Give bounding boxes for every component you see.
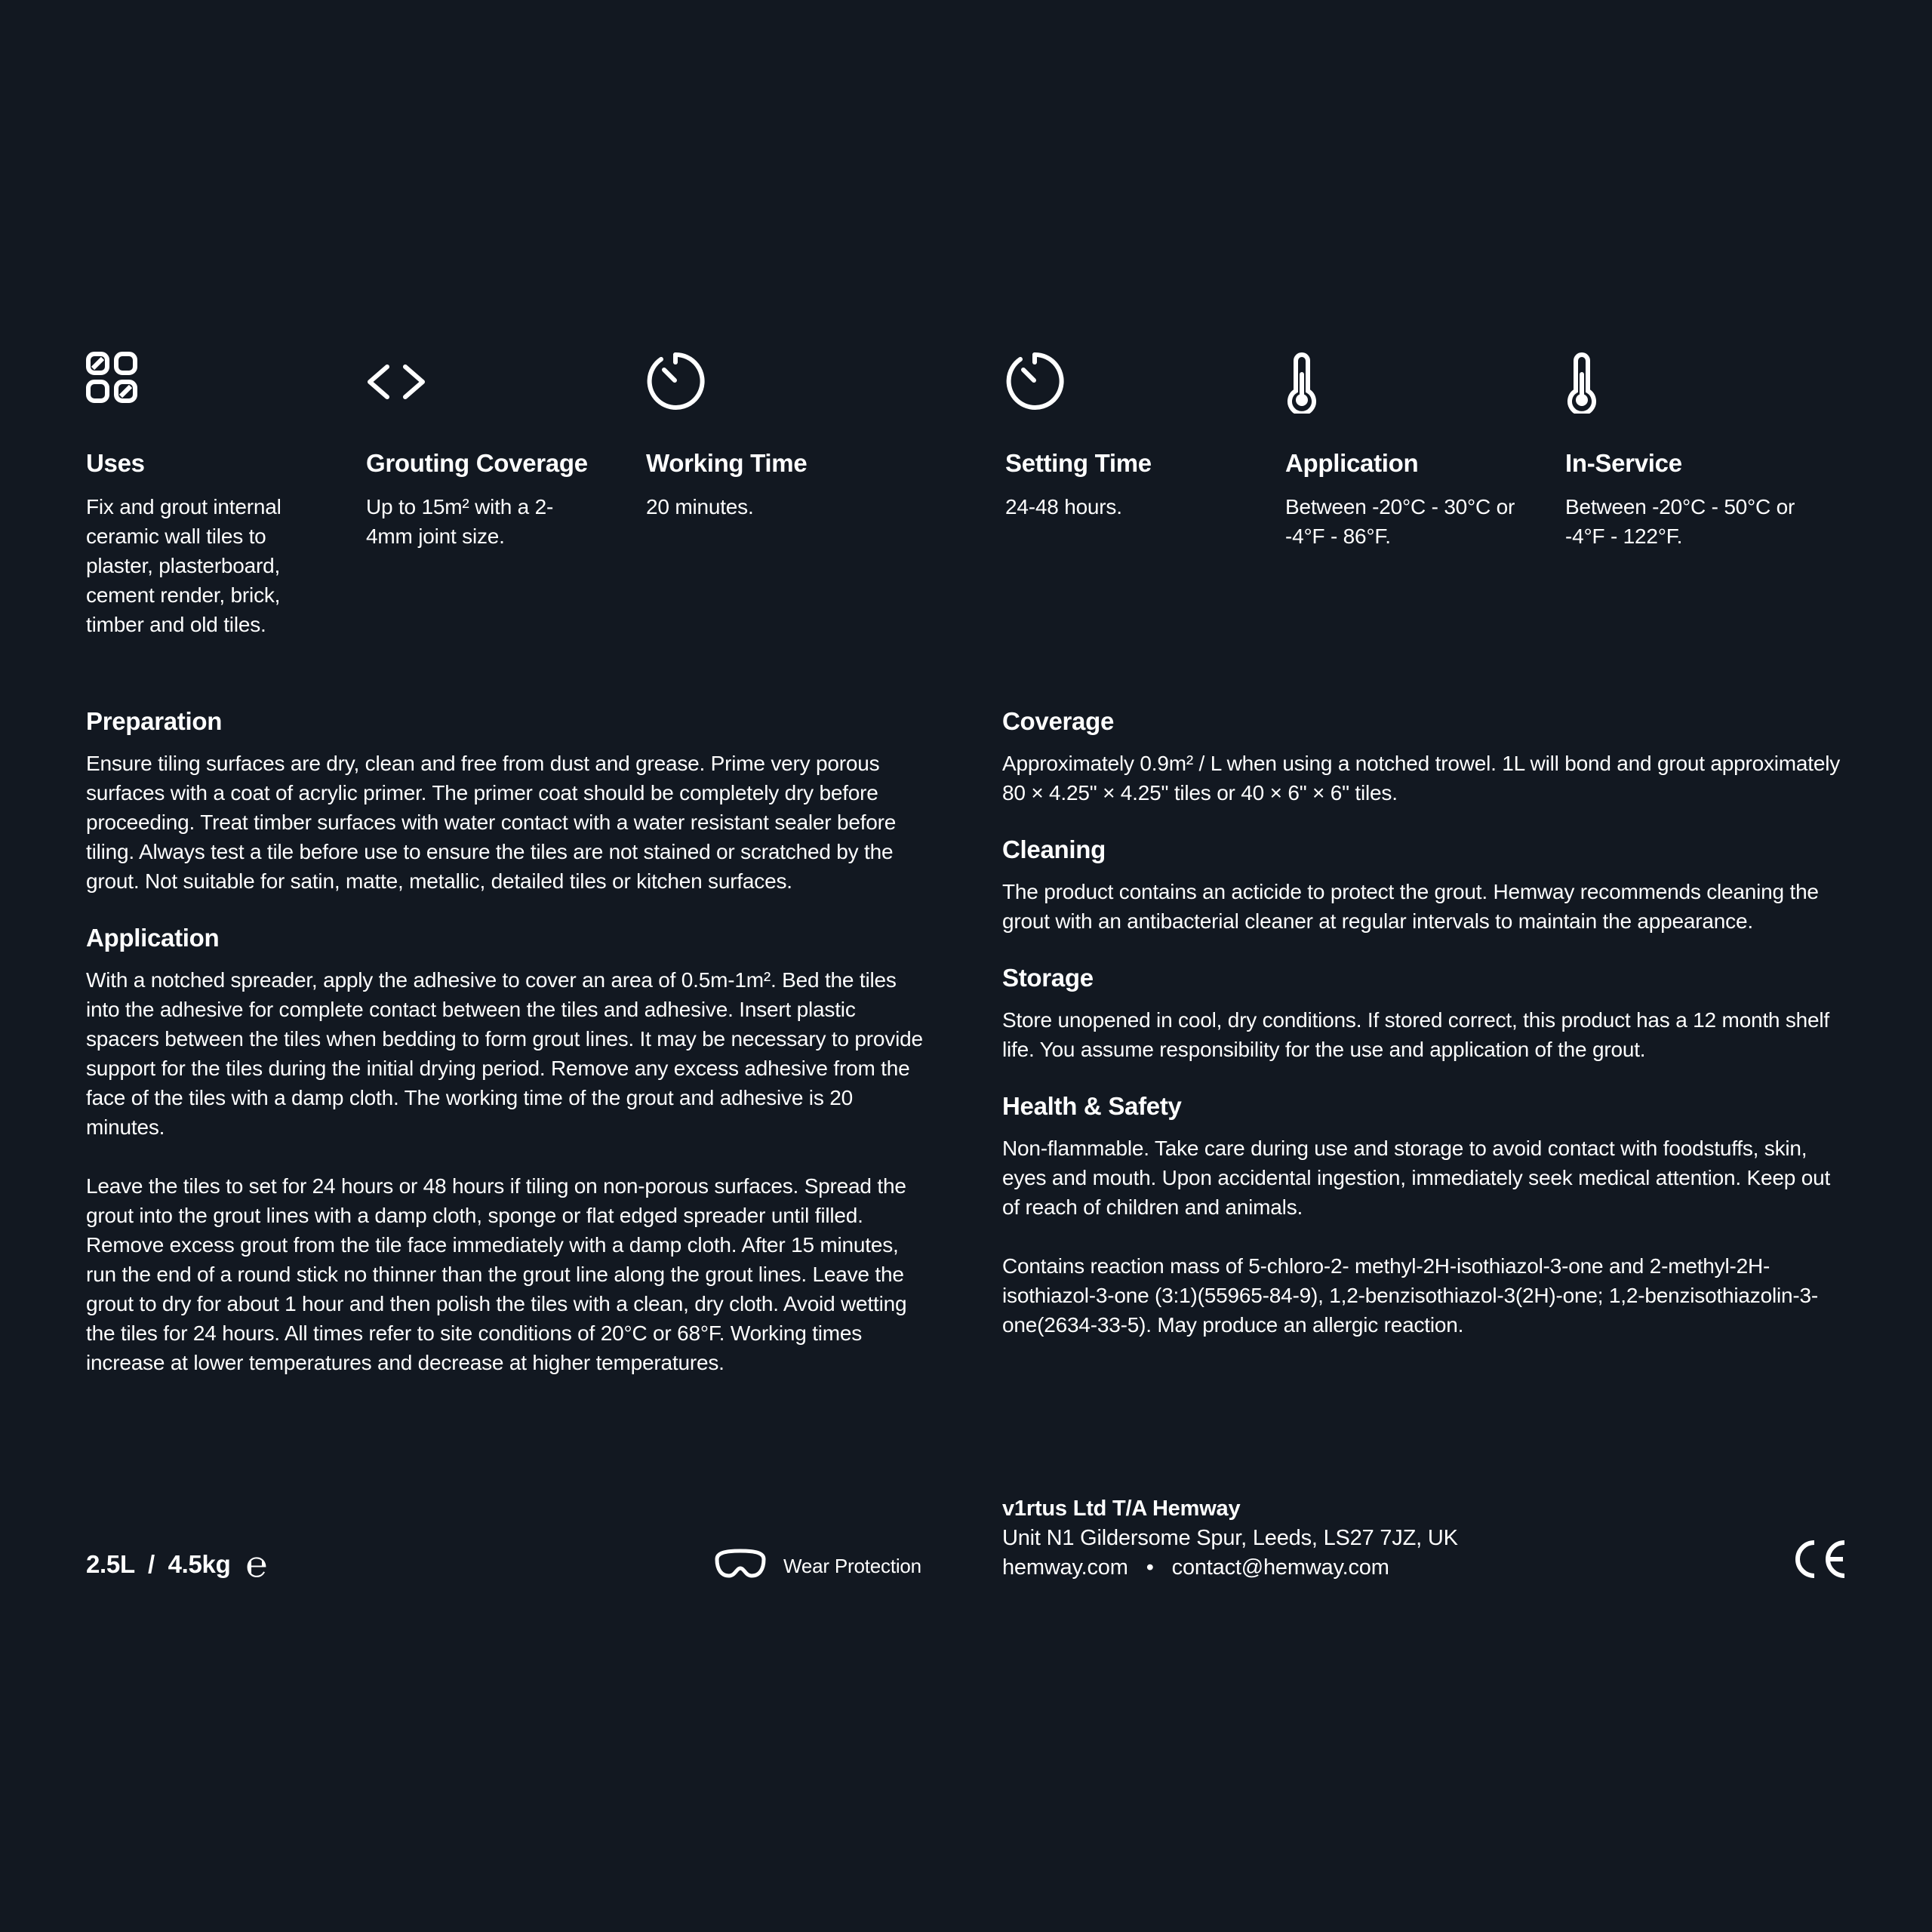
- feature-working-time: [646, 352, 872, 521]
- feature-uses: [86, 352, 305, 639]
- volume-text: 2.5L / 4.5kg: [86, 1550, 231, 1578]
- application-section: [86, 923, 930, 1377]
- ce-mark-icon: [1792, 1538, 1847, 1584]
- coverage-section: [1002, 706, 1846, 808]
- feature-text: 20 minutes.: [646, 495, 754, 518]
- timer-icon: [1005, 352, 1232, 412]
- separator: •: [1146, 1555, 1154, 1580]
- feature-title: Uses: [86, 449, 145, 477]
- preparation-section: [86, 706, 930, 896]
- right-column: [1002, 706, 1846, 1367]
- timer-icon: [646, 352, 872, 412]
- section-text: Contains reaction mass of 5-chloro-2- methyl-2H-isothiazol-3-one and 2-methyl-2H-isothiazol-3-one (3:1)(55965-84-9), 1,2-benzisothiazol-3(2H)-one; 1,2-benzisothiazolin-3-one(2634-33-5). May produce an allergic reaction.: [1002, 1254, 1818, 1337]
- feature-title: Working Time: [646, 449, 808, 477]
- feature-application: [1285, 352, 1527, 551]
- company-info: [1002, 1494, 1458, 1583]
- section-heading: Health & Safety: [1002, 1092, 1182, 1120]
- feature-title: In-Service: [1565, 449, 1682, 477]
- thermometer-icon: [1285, 352, 1527, 412]
- contact-line: [1002, 1553, 1458, 1583]
- feature-text: 24-48 hours.: [1005, 495, 1122, 518]
- grid-icon: [86, 352, 305, 412]
- feature-in-service: [1565, 352, 1807, 551]
- left-column: [86, 706, 930, 1404]
- section-text: With a notched spreader, apply the adhesive to cover an area of 0.5m-1m². Bed the tiles into the adhesive for complete contact between the tiles and adhesive. Insert plastic spacers between the tiles when bedding to form grout lines. It may be necessary to provide support for the tiles during the initial drying period. Remove any excess adhesive from the face of the tiles with a damp cloth. The working time of the grout and adhesive is 20 minutes.: [86, 968, 923, 1139]
- website-link[interactable]: hemway.com: [1002, 1555, 1128, 1580]
- goggles-icon: [714, 1549, 767, 1584]
- company-name: v1rtus Ltd T/A Hemway: [1002, 1497, 1241, 1521]
- wear-protection: [714, 1549, 921, 1584]
- estimated-sign-icon: ℮: [245, 1543, 268, 1586]
- feature-title: Grouting Coverage: [366, 449, 588, 477]
- section-heading: Cleaning: [1002, 835, 1106, 863]
- feature-text: Between -20°C - 30°C or -4°F - 86°F.: [1285, 495, 1515, 548]
- email-link[interactable]: contact@hemway.com: [1171, 1555, 1389, 1580]
- volume-weight: [86, 1543, 268, 1586]
- section-text: Leave the tiles to set for 24 hours or 48 hours if tiling on non-porous surfaces. Spread the grout into the grout lines with a damp cloth, sponge or flat edged spreader until filled. Remove excess grout from the tile face immediately with a damp cloth. After 15 minutes, run the end of a round stick no thinner than the grout line along the grout lines. Leave the grout to dry for about 1 hour and then polish the tiles with a clean, dry cloth. Avoid wetting the tiles for 24 hours. All times refer to site conditions of 20°C or 68°F. Working times increase at lower temperatures and decrease at higher temperatures.: [86, 1174, 907, 1374]
- feature-text: Up to 15m² with a 2-4mm joint size.: [366, 495, 554, 548]
- storage-section: [1002, 963, 1846, 1064]
- section-text: Approximately 0.9m² / L when using a notched trowel. 1L will bond and grout approximately 80 × 4.25" × 4.25" tiles or 40 × 6" × 6" tiles.: [1002, 752, 1841, 804]
- feature-setting-time: [1005, 352, 1232, 521]
- company-address: Unit N1 Gildersome Spur, Leeds, LS27 7JZ, UK: [1002, 1526, 1458, 1550]
- section-text: Store unopened in cool, dry conditions. If stored correct, this product has a 12 month shelf life. You assume responsibility for the use and application of the grout.: [1002, 1008, 1830, 1061]
- section-text: Ensure tiling surfaces are dry, clean and free from dust and grease. Prime very porous surfaces with a coat of acrylic primer. The primer coat should be completely dry before proceeding. Treat timber surfaces with water contact with a water resistant sealer before tiling. Always test a tile before use to ensure the tiles are not stained or scratched by the grout. Not suitable for satin, matte, metallic, detailed tiles or kitchen surfaces.: [86, 752, 897, 893]
- section-heading: Preparation: [86, 707, 223, 735]
- cleaning-section: [1002, 835, 1846, 936]
- section-text: The product contains an acticide to protect the grout. Hemway recommends cleaning the grout with an antibacterial cleaner at regular intervals to maintain the appearance.: [1002, 880, 1819, 933]
- feature-grouting-coverage: [366, 352, 588, 551]
- section-heading: Storage: [1002, 964, 1094, 992]
- health-safety-section: [1002, 1091, 1846, 1340]
- section-text: Non-flammable. Take care during use and storage to avoid contact with foodstuffs, skin, eyes and mouth. Upon accidental ingestion, immediately seek medical attention. Keep out of reach of children and animals.: [1002, 1137, 1831, 1219]
- feature-text: Fix and grout internal ceramic wall tiles to plaster, plasterboard, cement render, brick, timber and old tiles.: [86, 495, 281, 636]
- feature-title: Application: [1285, 449, 1419, 477]
- feature-title: Setting Time: [1005, 449, 1152, 477]
- protection-label: Wear Protection: [783, 1555, 921, 1577]
- section-heading: Coverage: [1002, 707, 1115, 735]
- section-heading: Application: [86, 924, 220, 952]
- feature-text: Between -20°C - 50°C or -4°F - 122°F.: [1565, 495, 1795, 548]
- thermometer-icon: [1565, 352, 1807, 412]
- chevrons-icon: [366, 352, 588, 412]
